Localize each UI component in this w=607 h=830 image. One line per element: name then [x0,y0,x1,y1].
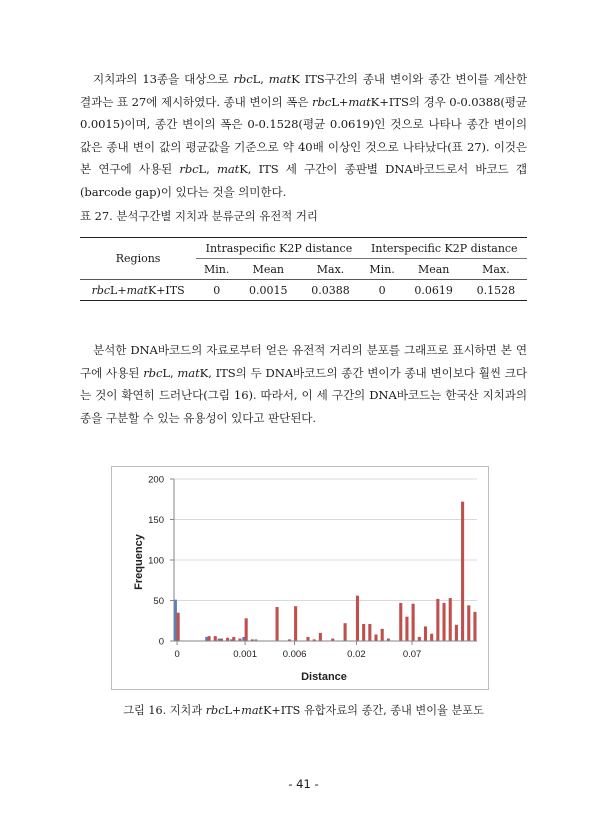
frequency-histogram [112,467,488,689]
subheader-inter-max: Max. [465,259,527,280]
y-axis-label: Frequency [133,534,145,590]
x-tick-label: 0.006 [282,649,307,660]
body-paragraph-1: 지치과의 13종을 대상으로 rbcL, matK ITS구간의 종내 변이와 종간 변이를 계산한 결과는 표 27에 제시하였다. 종내 변이의 폭은 rbcL+matK+ITS의 경우 0-0.0388(평균 0.0015)이며, 종간 변이의 폭은 0-0.1528(평균 0.0619)인 것으로 나타나 종간 변이의 값은 종내 변이 값의 평균값을 기준으로 약 40배 이상인 것으로 나타났다(표 27). 이것은 본 연구에 사용된 rbcL, matK, ITS 세 구간이 종판별 DNA바코드로서 바코드 갭(barcode gap)이 있다는 것을 의미한다. [80,72,527,199]
bar-interspecific [245,618,248,641]
bar-interspecific [374,635,377,641]
bar-interspecific [232,637,235,641]
bar-interspecific [430,634,433,641]
bar-intraspecific [242,637,245,641]
bar-interspecific [442,603,445,641]
y-tick-label: 50 [153,596,164,607]
subheader-intra-min: Min. [196,259,237,280]
bar-interspecific [381,629,384,641]
y-tick-label: 0 [158,636,164,648]
distance-table [80,237,527,301]
row-label: rbcL+matK+ITS [80,280,196,301]
cell-inter-min: 0 [362,280,403,301]
bar-interspecific [399,603,402,641]
cell-inter-mean: 0.0619 [403,280,465,301]
bar-interspecific [356,596,359,641]
y-tick-label: 150 [148,515,164,526]
page-number: - 41 - [288,777,319,791]
x-axis-label: Distance [301,671,347,683]
cell-intra-min: 0 [196,280,237,301]
bar-interspecific [449,598,452,641]
cell-inter-max: 0.1528 [465,280,527,301]
y-tick-label: 200 [148,474,164,486]
intraspecific-header: Intraspecific K2P distance [196,238,361,259]
bar-interspecific [306,637,309,641]
bar-interspecific [368,624,371,641]
cell-intra-mean: 0.0015 [237,280,299,301]
chart-frame [111,466,489,690]
x-tick-label: 0.02 [347,649,366,660]
bar-interspecific [412,604,415,641]
bar-intraspecific [174,600,177,641]
x-tick-label: 0.07 [402,649,422,660]
table-caption: 표 27. 분석구간별 지치과 분류군의 유전적 거리 [80,209,318,223]
figure-caption: 그림 16. 지치과 rbcL+matK+ITS 유합자료의 종간, 종내 변이율 분포도 [123,704,484,717]
x-tick-label: 0 [174,649,180,660]
subheader-inter-min: Min. [362,259,403,280]
bar-interspecific [214,636,217,641]
bar-interspecific [294,606,297,641]
x-tick-label: 0.001 [233,649,258,660]
bar-interspecific [455,625,458,641]
bar-interspecific [424,626,427,641]
bar-interspecific [344,623,347,641]
bar-interspecific [208,636,211,641]
bar-interspecific [405,617,408,641]
cell-intra-max: 0.0388 [299,280,361,301]
body-paragraph-2: 분석한 DNA바코드의 자료로부터 얻은 유전적 거리의 분포를 그래프로 표시하면 본 연구에 사용된 rbcL, matK, ITS의 두 DNA바코드의 종간 변이가 종내 변이보다 훨씬 크다는 것이 확연히 드러난다(그림 16). 따라서, 이 세 구간의 DNA바코드는 한국산 지치과의 종을 구분할 수 있는 유용성이 있다고 판단된다. [80,343,527,425]
bar-interspecific [276,607,279,641]
bar-interspecific [467,605,470,641]
bar-interspecific [461,502,464,641]
bar-interspecific [473,612,476,641]
interspecific-header: Interspecific K2P distance [362,238,527,259]
bar-interspecific [436,599,439,641]
regions-header: Regions [80,238,196,280]
bar-interspecific [362,624,365,641]
subheader-intra-max: Max. [299,259,361,280]
y-tick-label: 100 [148,555,164,567]
bar-interspecific [418,637,421,641]
subheader-intra-mean: Mean [237,259,299,280]
subheader-inter-mean: Mean [403,259,465,280]
bar-interspecific [177,613,180,641]
bar-interspecific [319,633,322,641]
bar-intraspecific [205,637,208,641]
